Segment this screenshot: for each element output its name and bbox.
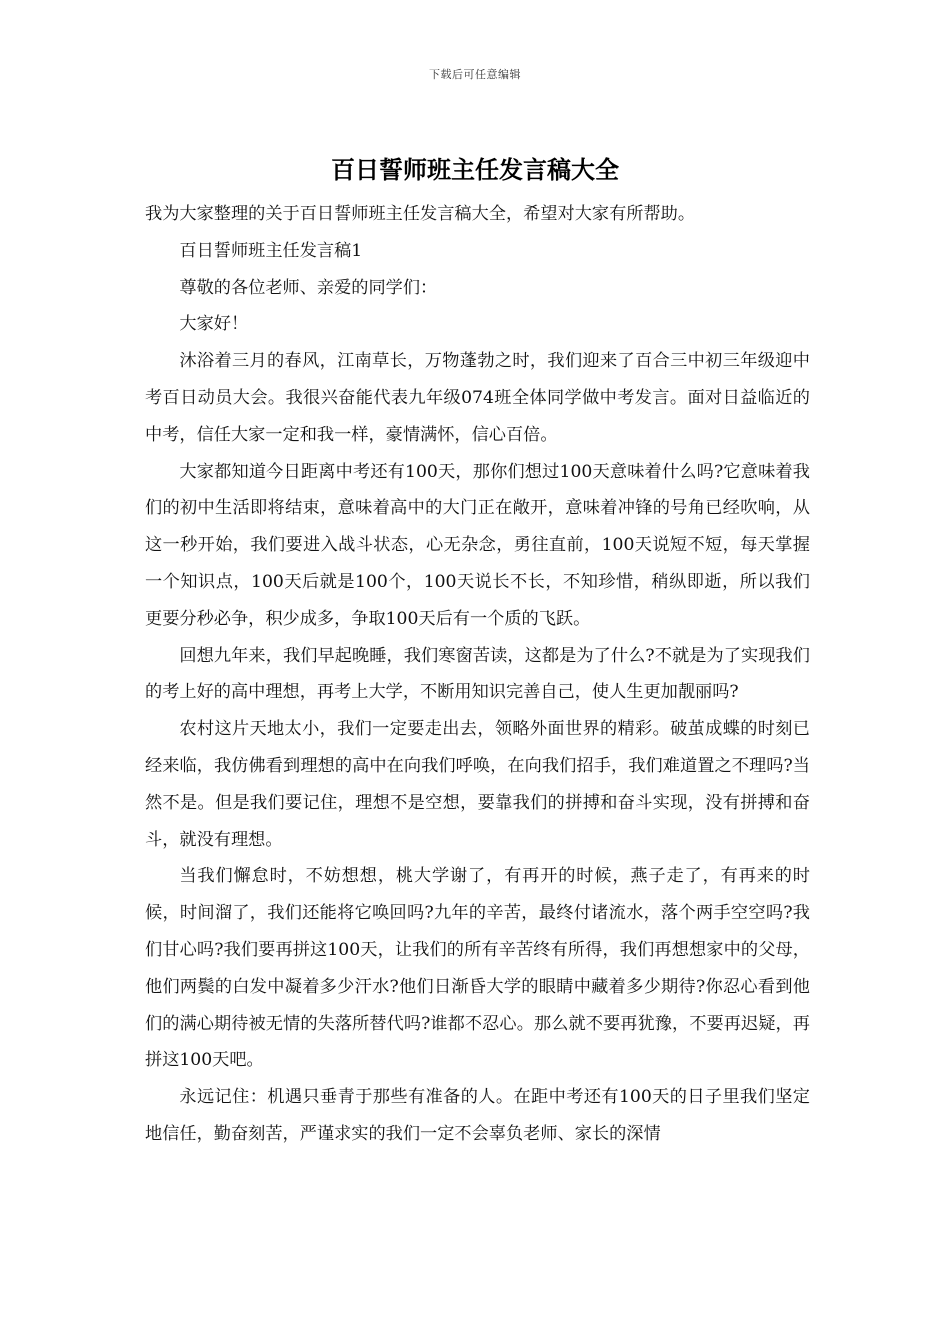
body-paragraph: 当我们懈怠时，不妨想想，桃大学谢了，有再开的时候，燕子走了，有再来的时候，时间溜了，我们还能将它唤回吗?九年的辛苦，最终付诸流水，落个两手空空吗?我们甘心吗?我们要再拼这100天，让我们的所有辛苦终有所得，我们再想想家中的父母，他们两鬓的白发中凝着多少汗水?他们日渐昏大学的眼睛中藏着多少期待?你忍心看到他们的满心期待被无情的失落所替代吗?谁都不忍心。那么就不要再犹豫，不要再迟疑，再拼这100天吧。 <box>145 866 810 1071</box>
body-paragraph: 沐浴着三月的春风，江南草长，万物蓬勃之时，我们迎来了百合三中初三年级迎中考百日动员大会。我很兴奋能代表九年级074班全体同学做中考发言。面对日益临近的中考，信任大家一定和我一样，豪情满怀，信心百倍。 <box>145 351 810 445</box>
body-paragraph: 大家都知道今日距离中考还有100天，那你们想过100天意味着什么吗?它意味着我们的初中生活即将结束，意味着高中的大门正在敞开，意味着冲锋的号角已经吹响，从这一秒开始，我们要进入战斗状态，心无杂念，勇往直前，100天说短不短，每天掌握一个知识点，100天后就是100个，100天说长不长，不知珍惜，稍纵即逝，所以我们更要分秒必争，积少成多，争取100天后有一个质的飞跃。 <box>145 461 810 629</box>
section-heading: 百日誓师班主任发言稿1 <box>179 240 363 261</box>
document-body <box>145 196 810 1153</box>
document-title: 百日誓师班主任发言稿大全 <box>331 155 619 184</box>
body-paragraph: 农村这片天地太小，我们一定要走出去，领略外面世界的精彩。破茧成蝶的时刻已经来临，我仿佛看到理想的高中在向我们呼唤，在向我们招手，我们难道置之不理吗?当然不是。但是我们要记住，理想不是空想，要靠我们的拼搏和奋斗实现，没有拼搏和奋斗，就没有理想。 <box>145 719 810 850</box>
intro-paragraph: 我为大家整理的关于百日誓师班主任发言稿大全，希望对大家有所帮助。 <box>145 204 696 224</box>
body-paragraph: 永远记住：机遇只垂青于那些有准备的人。在距中考还有100天的日子里我们坚定地信任，勤奋刻苦，严谨求实的我们一定不会辜负老师、家长的深情 <box>145 1087 810 1144</box>
body-paragraph: 回想九年来，我们早起晚睡，我们寒窗苦读，这都是为了什么?不就是为了实现我们的考上好的高中理想，再考上大学，不断用知识完善自己，使人生更加靓丽吗? <box>145 645 810 703</box>
header-note: 下载后可任意编辑 <box>429 68 521 81</box>
greeting: 大家好！ <box>179 314 249 335</box>
salutation: 尊敬的各位老师、亲爱的同学们： <box>179 277 438 298</box>
